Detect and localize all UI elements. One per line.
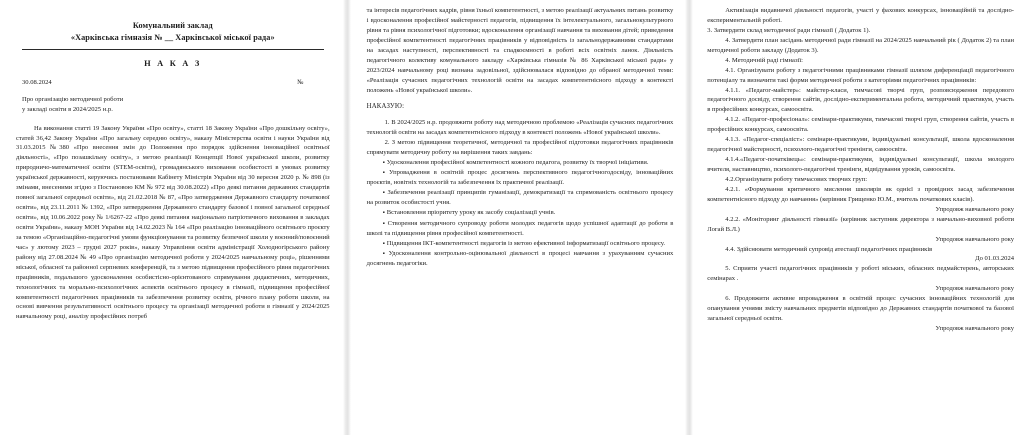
order-item-4: 4. Затвердити план засідань методичної ради гімназії на 2024/2025 навчальний рік ( Додаток 2) та план методичної роботи закладу (Додаток 3). <box>707 36 1014 54</box>
list-item <box>367 188 674 208</box>
task-text: Встановлення пріоритету уроку як засобу соціалізації учнів. <box>386 209 556 217</box>
document-subject-line2: у закладі освіти в 2024/2025 н.р. <box>22 105 113 113</box>
document-meta-row <box>22 79 304 86</box>
organization-header <box>16 20 330 44</box>
organization-name-line2: «Харківська гімназія № __ Харківської міської рада» <box>70 32 275 42</box>
order-item-4-2: 4.2.Організувати роботу тимчасових творчих груп: <box>725 175 868 183</box>
order-item-4-1: 4.1. Організувати роботу з педагогічними працівниками гімназії шляхом диференціації педагогічного потенціалу та визначити такі форми методичної роботи з категоріями педагогічних працівників: <box>707 66 1014 84</box>
order-item-4-1-3: 4.1.3. «Педагог-спеціаліст»: семінари-практикуми, індивідуальні консультації, школа вдосконалення педагогічної майстерності, психолого-педагогічні тренінги, самоосвіта. <box>707 136 1014 154</box>
order-item-1: 1. В 2024/2025 н.р. продовжити роботу над методичною проблемою «Реалізація сучасних педагогічних технологій освіти на засадах компетентнісного підходу в контексті положень «Нової української школи». <box>366 119 674 137</box>
list-item <box>367 239 674 249</box>
task-text: Створення методичного супроводу роботи молодих педагогів щодо успішної адаптації до роботи в школі та підвищення рівня професійної компетентності. <box>366 219 674 237</box>
order-item-4-1-2: 4.1.2. «Педагог-професіонал»: семінари-практикуми, тимчасові творчі груп, створення сайтів, участь в професійних конкурсах, самоосвіта. <box>707 116 1014 134</box>
page2-paragraph-continued: та інтересів педагогічних кадрів, рівня їхньої компетентності, з метою реалізації актуальних питань розвитку і вдосконалення професійної майстерності педагогів, підвищення їх інтелектуального, загальнокультурного рівня та рівня психологічної підготовки; вдосконалення організації навчання та виховання дітей; приведення професійної компетентності педагогічних працівників у відповідність із загальнодержавними стандартами на засадах наступності, перспективності та спадкоємності в роботі всіх освітніх ланок. Діяльність педагогічного колективу комунального закладу «Харківська гімназія № 86 Харківської міської ради» у 2023/2024 навчальному році визнана задовільної, здійснювалася відповідно до обраної методичної теми: «Реалізація сучасних педагогічних технологій освіти на засадах компетентнісного підходу в контексті положень «Нової української школи». <box>366 7 674 94</box>
order-item-4-2-2: 4.2.2. «Моніторинг діяльності гімназії» (керівник заступник директора з навчально-виховної роботи Логай В.Л.) <box>707 215 1014 233</box>
order-item-5: 5. Сприяти участі педагогічних працівників у роботі міських, обласних педмайстерень, авторських семінарах . <box>707 265 1014 283</box>
list-item <box>367 219 674 239</box>
page1-paragraph-preamble: На виконання статті 19 Закону України «Про освіту», статті 18 Закону України «Про дошкільну освіту», статей 36,42 Закону України «Про загальну середню освіту», наказу Міністерства освіти і науки України від 31.03.2015 №380 «Про внесення змін до Положення про порядок здійснення інноваційної освітньої діяльності», «Про позашкільну освіту», з метою реалізації Концепції Нової української школи, розвитку природничо-математичної освіти (STEM-освіти), громадянського виховання особистості в умовах розвитку української державності, керуючись постановами Кабінету Міністрів України від 30 вересня 2020 р. № 898 (із змінами, внесеними згідно з Постановою КМ № 972 від 30.08.2022) «Про деякі питання державних стандартів повної загальної середньої освіти», від 21.02.2018 № 87, «Про затвердження Державного стандарту початкової освіти», від 23.11.2011 № 1392, «Про затвердження Державного стандарту базової і повної загальної середньої освіти», від 10.06.2022 року № 1/6267-22 «Про деякі питання національно патріотичного виховання в закладах освіти України», наказу МОН України від 14.02.2023 № 164 «Про реалізацію інноваційного освітнього проєкту за темою «Організаційно-педагогічні умови функціонування та розвитку безпечної школи у воєнний/повоєнний час» у лютому 2023 – грудні 2027 років», наказу Управління освіти адміністрації Холодногірського району району від 27.08.2024 № 49 «Про організацію методичної роботи у 2024/2025 навчальному році», рішеннями міської, обласної та районної серпневих конференцій, та з метою підвищення професійного рівня педагогічних працівників, подальшого удосконалення особистісно-орієнтованого спрямування дидактичних, методичних, технологічних та морально-психологічних аспектів освітнього процесу в гімназії, підвищення професійної компетентності педагогічних працівників та забезпечення розвитку освіти, річного плану роботи школи, на основі вивчення результативності освітнього процесу та організації методичної роботи в гімназії у 2024/2025 навчальному році, аналізу професійних потреб <box>16 124 330 321</box>
page3-paragraph-continued: Активізація видавничої діяльності педагогів, участі у фахових конкурсах, інноваційній та дослідно-експериментальній роботі. <box>707 7 1014 24</box>
order-directive-heading: НАКАЗУЮ: <box>366 103 405 111</box>
document-number-label: № <box>297 78 304 86</box>
document-date: 30.08.2024 <box>22 78 52 86</box>
document-type-title: Н А К А З <box>144 58 202 68</box>
header-divider <box>22 49 324 50</box>
task-text: Упровадження в освітній процес досягнень перспективного педагогічногодосвіду, інноваційних проєктів, новітніх технологій та забезпечення їх практичної реалізації. <box>366 169 674 187</box>
order-task-list <box>367 158 674 269</box>
deadline-note-5: Упродовж навчального року <box>935 325 1014 332</box>
document-page-2 <box>351 0 686 435</box>
order-item-6: 6. Продовжити активне впровадження в освітній процес сучасних інноваційних технологій для опанування учнями змісту навчальних предметів відповідно до Державних стандартів початкової та базової загальної середньої освіти. <box>707 295 1014 323</box>
task-text: Удосконалення професійної компетентності кожного педагога, розвитку їх творчої ініціативи. <box>386 159 649 167</box>
task-text: Удосконалення контрольно-оцінювальної діяльності в процесі навчання з урахуванням сучасних досягнень педагогіки. <box>366 249 674 267</box>
document-subject <box>22 95 330 115</box>
order-item-4-2-1: 4.2.1. «Формування критичного мислення школярів як однієї з провідних засад забезпечення компетентнісного підходу до навчання» (керівник Грищенко Ю.М., вчитель початкових класів). <box>707 185 1014 203</box>
list-item <box>367 158 674 168</box>
page-gutter-1 <box>343 0 351 435</box>
deadline-note-2: Упродовж навчального року <box>935 235 1014 243</box>
order-item-4-4: 4.4. Здійснювати методичний супровід атестації педагогічних працівників <box>725 245 933 253</box>
list-item <box>367 249 674 269</box>
order-item-4-1-4: 4.1.4.«Педагог-початківець»: семінари-практикуми, індивідуальні консультації, школа молодого вчителя, наставництво, психолого-педагогічні тренінги, відвідування уроків, самоосвіта. <box>707 156 1014 173</box>
page-gutter-2 <box>685 0 693 435</box>
document-page-3 <box>693 0 1024 435</box>
order-item-4-1-1: 4.1.1. «Педагог-майстер»: майстер-класи, тимчасові творчі груп, розповсюдження передового педагогічного досвіду, створення сайтів, дослідно-експериментальна робота, методичний практикум, участь в професійних конкурсах, самоосвіта. <box>707 86 1014 114</box>
order-item-2: 2. З метою підвищення теоретичної, методичної та професійної підготовки педагогічних працівників спрямувати методичну роботу на вирішення таких завдань: <box>366 139 674 157</box>
list-item <box>367 208 674 218</box>
deadline-note-3: До 01.03.2024 <box>975 255 1014 263</box>
task-text: Підвищення ІКТ-компетентності педагогів із метою ефективної інформатизації освітнього процесу. <box>386 239 666 247</box>
deadline-note-4: Упродовж навчального року <box>935 285 1014 293</box>
organization-name-line1: Комунальний заклад <box>132 21 213 30</box>
task-text: Забезпечення реалізації принципів гуманізації, демократизації та спрямованість освітнього процесу на розвиток особистості учня. <box>366 189 674 207</box>
deadline-note-1: Упродовж навчального року <box>935 205 1014 213</box>
document-page-1 <box>0 0 343 435</box>
order-item-4-heading: 4. Методичній раді гімназії: <box>725 56 803 64</box>
list-item <box>367 168 674 188</box>
document-subject-line1: Про організацію методичної роботи <box>22 95 124 103</box>
order-item-3: 3. Затвердити склад методичної ради гімназії ( Додаток 1). <box>707 26 871 34</box>
